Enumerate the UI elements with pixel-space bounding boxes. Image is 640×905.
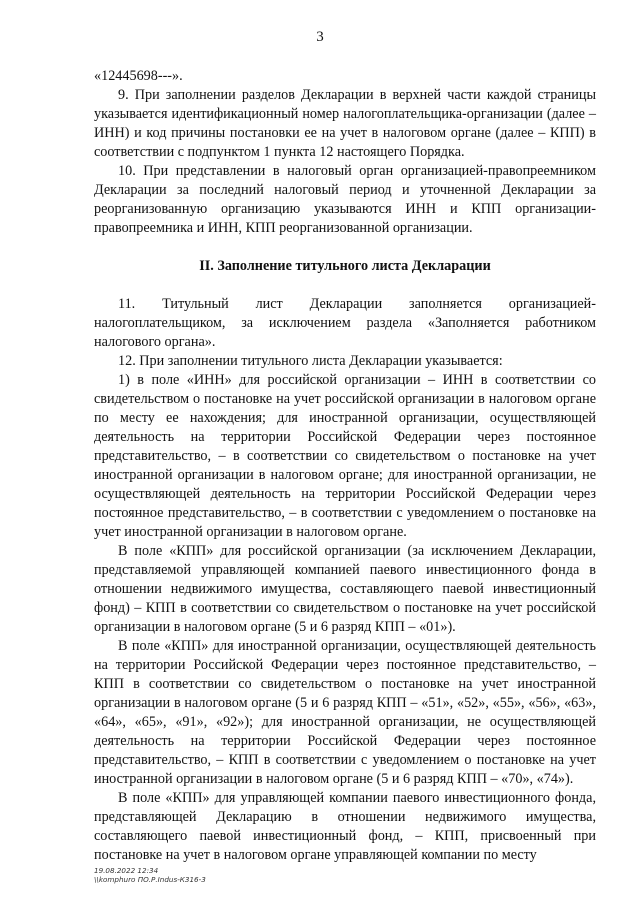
page-number: 3 <box>316 29 324 45</box>
paragraph-11: 11. Титульный лист Декларации заполняется организацией-налогоплательщиком, за исключением раздела «Заполняется работником налогового органа». <box>94 296 596 350</box>
footer-stamp <box>94 866 206 884</box>
paragraph-9: 9. При заполнении разделов Декларации в верхней части каждой страницы указывается идентификационный номер налогоплательщика-организации (далее – ИНН) и код причины постановки ее на учет в налоговом органе (далее – КПП) в соответствии с подпунктом 1 пункта 12 настоящего Порядка. <box>94 87 596 160</box>
paragraph-12: 12. При заполнении титульного листа Декларации указывается: <box>118 353 503 369</box>
footer-timestamp: 19.08.2022 12:34 <box>94 866 159 875</box>
paragraph-kpp-foreign: В поле «КПП» для иностранной организации, осуществляющей деятельность на территории Российской Федерации через постоянное представительство, – КПП в соответствии со свидетельством о постановке на учет иностранной организации в налоговом органе (5 и 6 разряд КПП – «51», «52», «55», «56», «63», «64», «65», «91», «92»); для иностранной организации, не осуществляющей деятельность на территории Российской Федерации через постоянное представительство, – КПП в соответствии с уведомлением о постановке на учет иностранной организации в налоговом органе (5 и 6 разряд КПП – «70», «74»). <box>94 638 596 787</box>
document-body <box>94 67 596 865</box>
paragraph-kpp-fund: В поле «КПП» для управляющей компании паевого инвестиционного фонда, представляющей Декларацию в отношении недвижимого имущества, составляющего паевой инвестиционный фонд, – КПП, присвоенный при постановке на учет в налоговом органе управляющей компании по месту <box>94 790 596 863</box>
paragraph-kpp-russian: В поле «КПП» для российской организации (за исключением Декларации, представляемой управляющей компанией паевого инвестиционного фонда в отношении недвижимого имущества, составляющего паевой инвестиционный фонд) – КПП в соответствии со свидетельством о постановке на учет российской организации в налоговом органе (5 и 6 разряд КПП – «01»). <box>94 543 596 635</box>
footer-file-path: \\komphuro ПО.Р.Indus-К316-3 <box>94 875 206 884</box>
paragraph-12-item-1: 1) в поле «ИНН» для российской организации – ИНН в соответствии со свидетельством о постановке на учет российской организации в налоговом органе по месту ее нахождения; для иностранной организации, осуществляющей деятельность на территории Российской Федерации через постоянное представительство, – в соответствии со свидетельством о постановке на учет иностранной организации в налоговом органе; для иностранной организации, не осуществляющей деятельность на территории Российской Федерации через постоянное представительство, – в соответствии с уведомлением о постановке на учет иностранной организации в налоговом органе. <box>94 372 596 540</box>
paragraph-10: 10. При представлении в налоговый орган организацией-правопреемником Декларации за последний налоговый период и уточненной Декларации за реорганизованную организацию указываются ИНН и КПП организации-правопреемника и ИНН, КПП реорганизованной организации. <box>94 163 596 236</box>
paragraph-code-continuation: «12445698---». <box>94 68 183 84</box>
section-title: II. Заполнение титульного листа Декларации <box>199 258 491 274</box>
